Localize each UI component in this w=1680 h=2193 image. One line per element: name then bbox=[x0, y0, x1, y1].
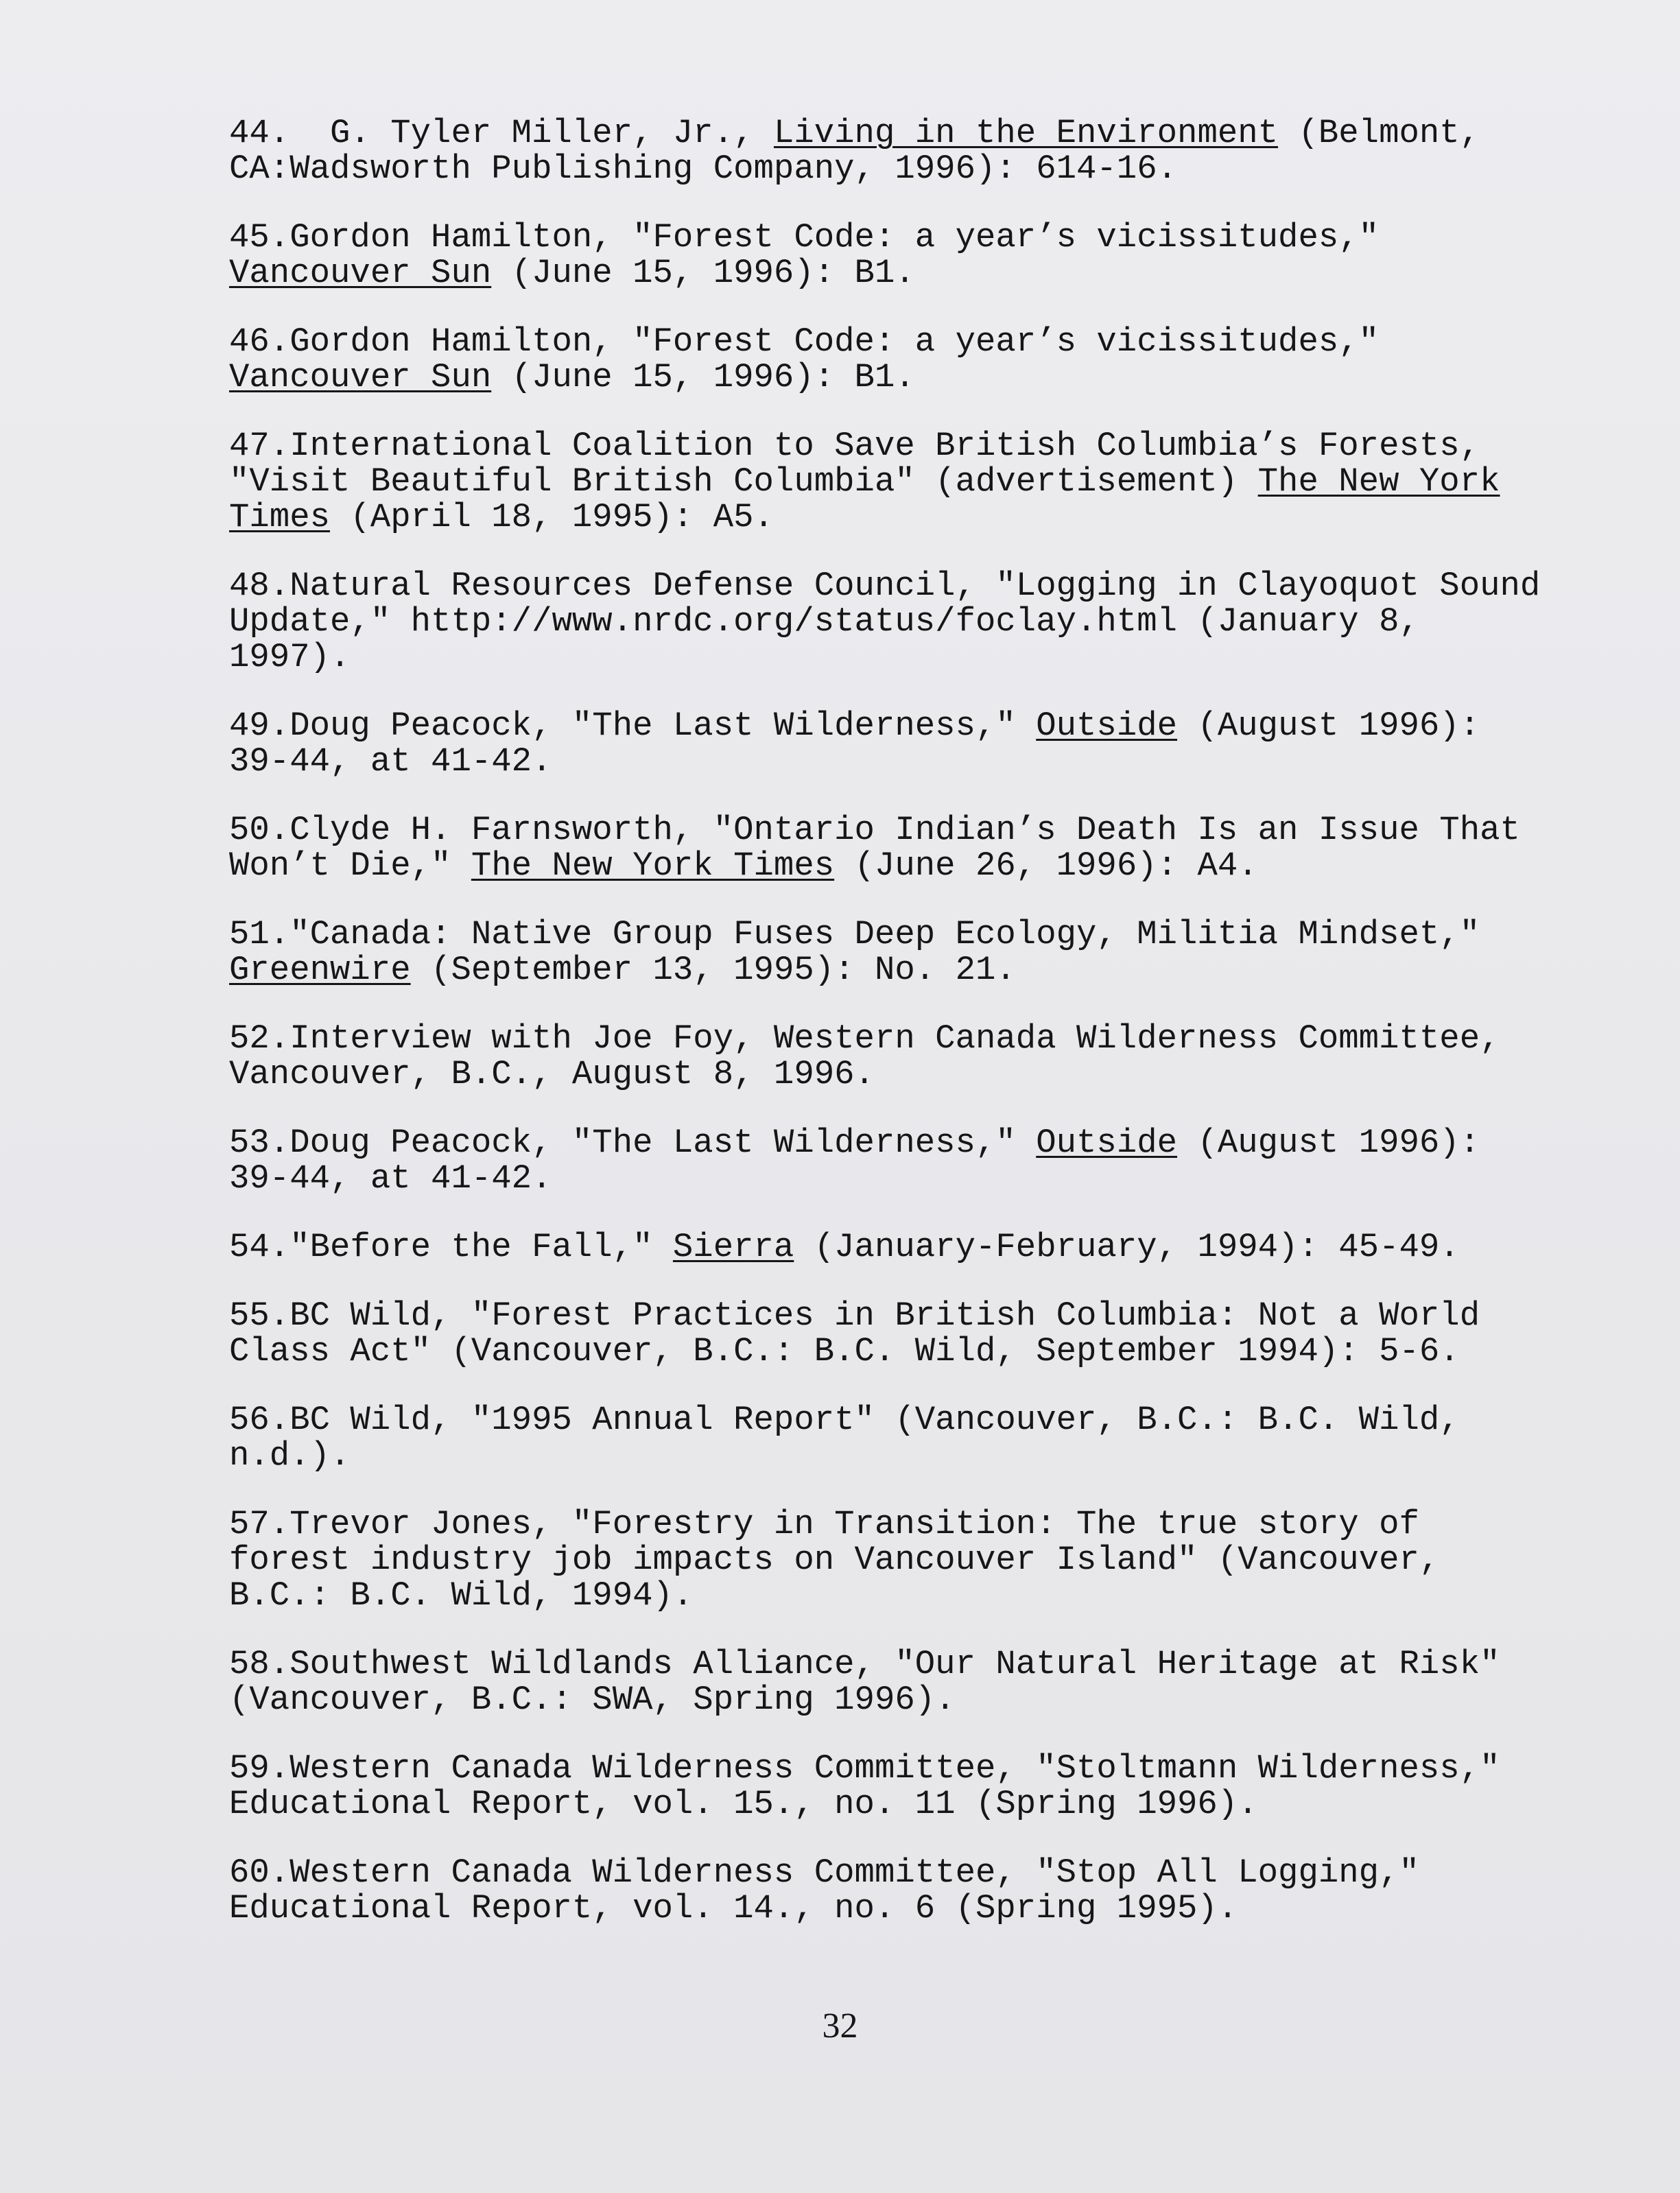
endnote-text: 45.Gordon Hamilton, "Forest Code: a year’s vicissitudes," bbox=[229, 218, 1380, 257]
endnote-50 bbox=[229, 812, 1629, 884]
endnote-56 bbox=[229, 1402, 1629, 1473]
endnote-text: 55.BC Wild, "Forest Practices in British Columbia: Not a World Class Act" (Vancouver, B.C.: B.C. Wild, September 1994): 5-6. bbox=[229, 1296, 1480, 1371]
endnote-text: (June 26, 1996): A4. bbox=[834, 846, 1258, 885]
endnote-text: 57.Trevor Jones, "Forestry in Transition: The true story of forest industry job impacts on Vancouver Island" (Vancouver, B.C.: B.C. Wild, 1994). bbox=[229, 1505, 1440, 1615]
endnote-title: Vancouver Sun bbox=[229, 358, 492, 396]
endnote-44 bbox=[229, 115, 1629, 187]
endnote-45 bbox=[229, 220, 1629, 291]
endnote-text: 59.Western Canada Wilderness Committee, "Stoltmann Wilderness," Educational Report, vol. 15., no. 11 (Spring 1996). bbox=[229, 1749, 1500, 1823]
endnote-60 bbox=[229, 1855, 1629, 1926]
endnote-text: 60.Western Canada Wilderness Committee, "Stop All Logging," Educational Report, vol. 14., no. 6 (Spring 1995). bbox=[229, 1853, 1419, 1928]
endnote-48 bbox=[229, 568, 1629, 675]
endnote-text: 51."Canada: Native Group Fuses Deep Ecology, Militia Mindset," bbox=[229, 915, 1480, 953]
endnote-title: Times bbox=[229, 498, 331, 536]
endnotes-list bbox=[229, 115, 1629, 1959]
endnote-text: (August 1996): 39-44, at 41-42. bbox=[229, 707, 1480, 781]
endnote-58 bbox=[229, 1646, 1629, 1718]
endnote-text: 50.Clyde H. Farnsworth, "Ontario Indian’s Death Is an Issue That Won’t Die," bbox=[229, 811, 1520, 885]
endnote-text: (August 1996): 39-44, at 41-42. bbox=[229, 1124, 1480, 1198]
endnote-title: Greenwire bbox=[229, 951, 411, 989]
endnote-51 bbox=[229, 916, 1629, 988]
page-number: 32 bbox=[822, 2006, 858, 2046]
endnote-title: The New York Times bbox=[471, 846, 835, 885]
endnote-text: 58.Southwest Wildlands Alliance, "Our Natural Heritage at Risk" (Vancouver, B.C.: SWA, Spring 1996). bbox=[229, 1645, 1500, 1719]
endnote-text: 54."Before the Fall," bbox=[229, 1228, 673, 1266]
endnote-title: Outside bbox=[1036, 1124, 1178, 1162]
endnote-text: (January-February, 1994): 45-49. bbox=[794, 1228, 1460, 1266]
endnote-text: 47.International Coalition to Save British Columbia’s Forests, "Visit Beautiful British Columbia" (advertisement) bbox=[229, 427, 1480, 501]
endnote-text: (June 15, 1996): B1. bbox=[491, 254, 915, 292]
endnote-47 bbox=[229, 428, 1629, 535]
endnote-title: Vancouver Sun bbox=[229, 254, 492, 292]
endnote-text: 49.Doug Peacock, "The Last Wilderness," bbox=[229, 707, 1037, 745]
endnote-text: 48.Natural Resources Defense Council, "Logging in Clayoquot Sound Update," http://www.nrdc.org/status/foclay.html (January 8, 1997). bbox=[229, 567, 1541, 676]
endnote-text: (September 13, 1995): No. 21. bbox=[410, 951, 1016, 989]
endnote-52 bbox=[229, 1021, 1629, 1092]
endnote-title: Sierra bbox=[672, 1228, 794, 1266]
endnote-55 bbox=[229, 1298, 1629, 1369]
endnote-59 bbox=[229, 1751, 1629, 1822]
endnote-text: (June 15, 1996): B1. bbox=[491, 358, 915, 396]
endnote-text: 44. G. Tyler Miller, Jr., bbox=[229, 114, 774, 152]
endnote-53 bbox=[229, 1125, 1629, 1196]
endnote-text: 46.Gordon Hamilton, "Forest Code: a year’s vicissitudes," bbox=[229, 322, 1380, 361]
endnote-49 bbox=[229, 708, 1629, 779]
endnote-46 bbox=[229, 324, 1629, 395]
endnote-text: 56.BC Wild, "1995 Annual Report" (Vancouver, B.C.: B.C. Wild, n.d.). bbox=[229, 1401, 1460, 1475]
endnote-54 bbox=[229, 1229, 1629, 1265]
endnote-title: The New York bbox=[1257, 462, 1500, 501]
endnote-title: Outside bbox=[1036, 707, 1178, 745]
endnote-57 bbox=[229, 1506, 1629, 1613]
endnote-title: Living in the Environment bbox=[773, 114, 1279, 152]
endnote-text: (Belmont, CA:Wadsworth Publishing Company, 1996): 614-16. bbox=[229, 114, 1480, 188]
endnote-text: (April 18, 1995): A5. bbox=[330, 498, 774, 536]
endnote-text: 52.Interview with Joe Foy, Western Canada Wilderness Committee, Vancouver, B.C., August 8, 1996. bbox=[229, 1019, 1500, 1093]
endnote-text: 53.Doug Peacock, "The Last Wilderness," bbox=[229, 1124, 1037, 1162]
